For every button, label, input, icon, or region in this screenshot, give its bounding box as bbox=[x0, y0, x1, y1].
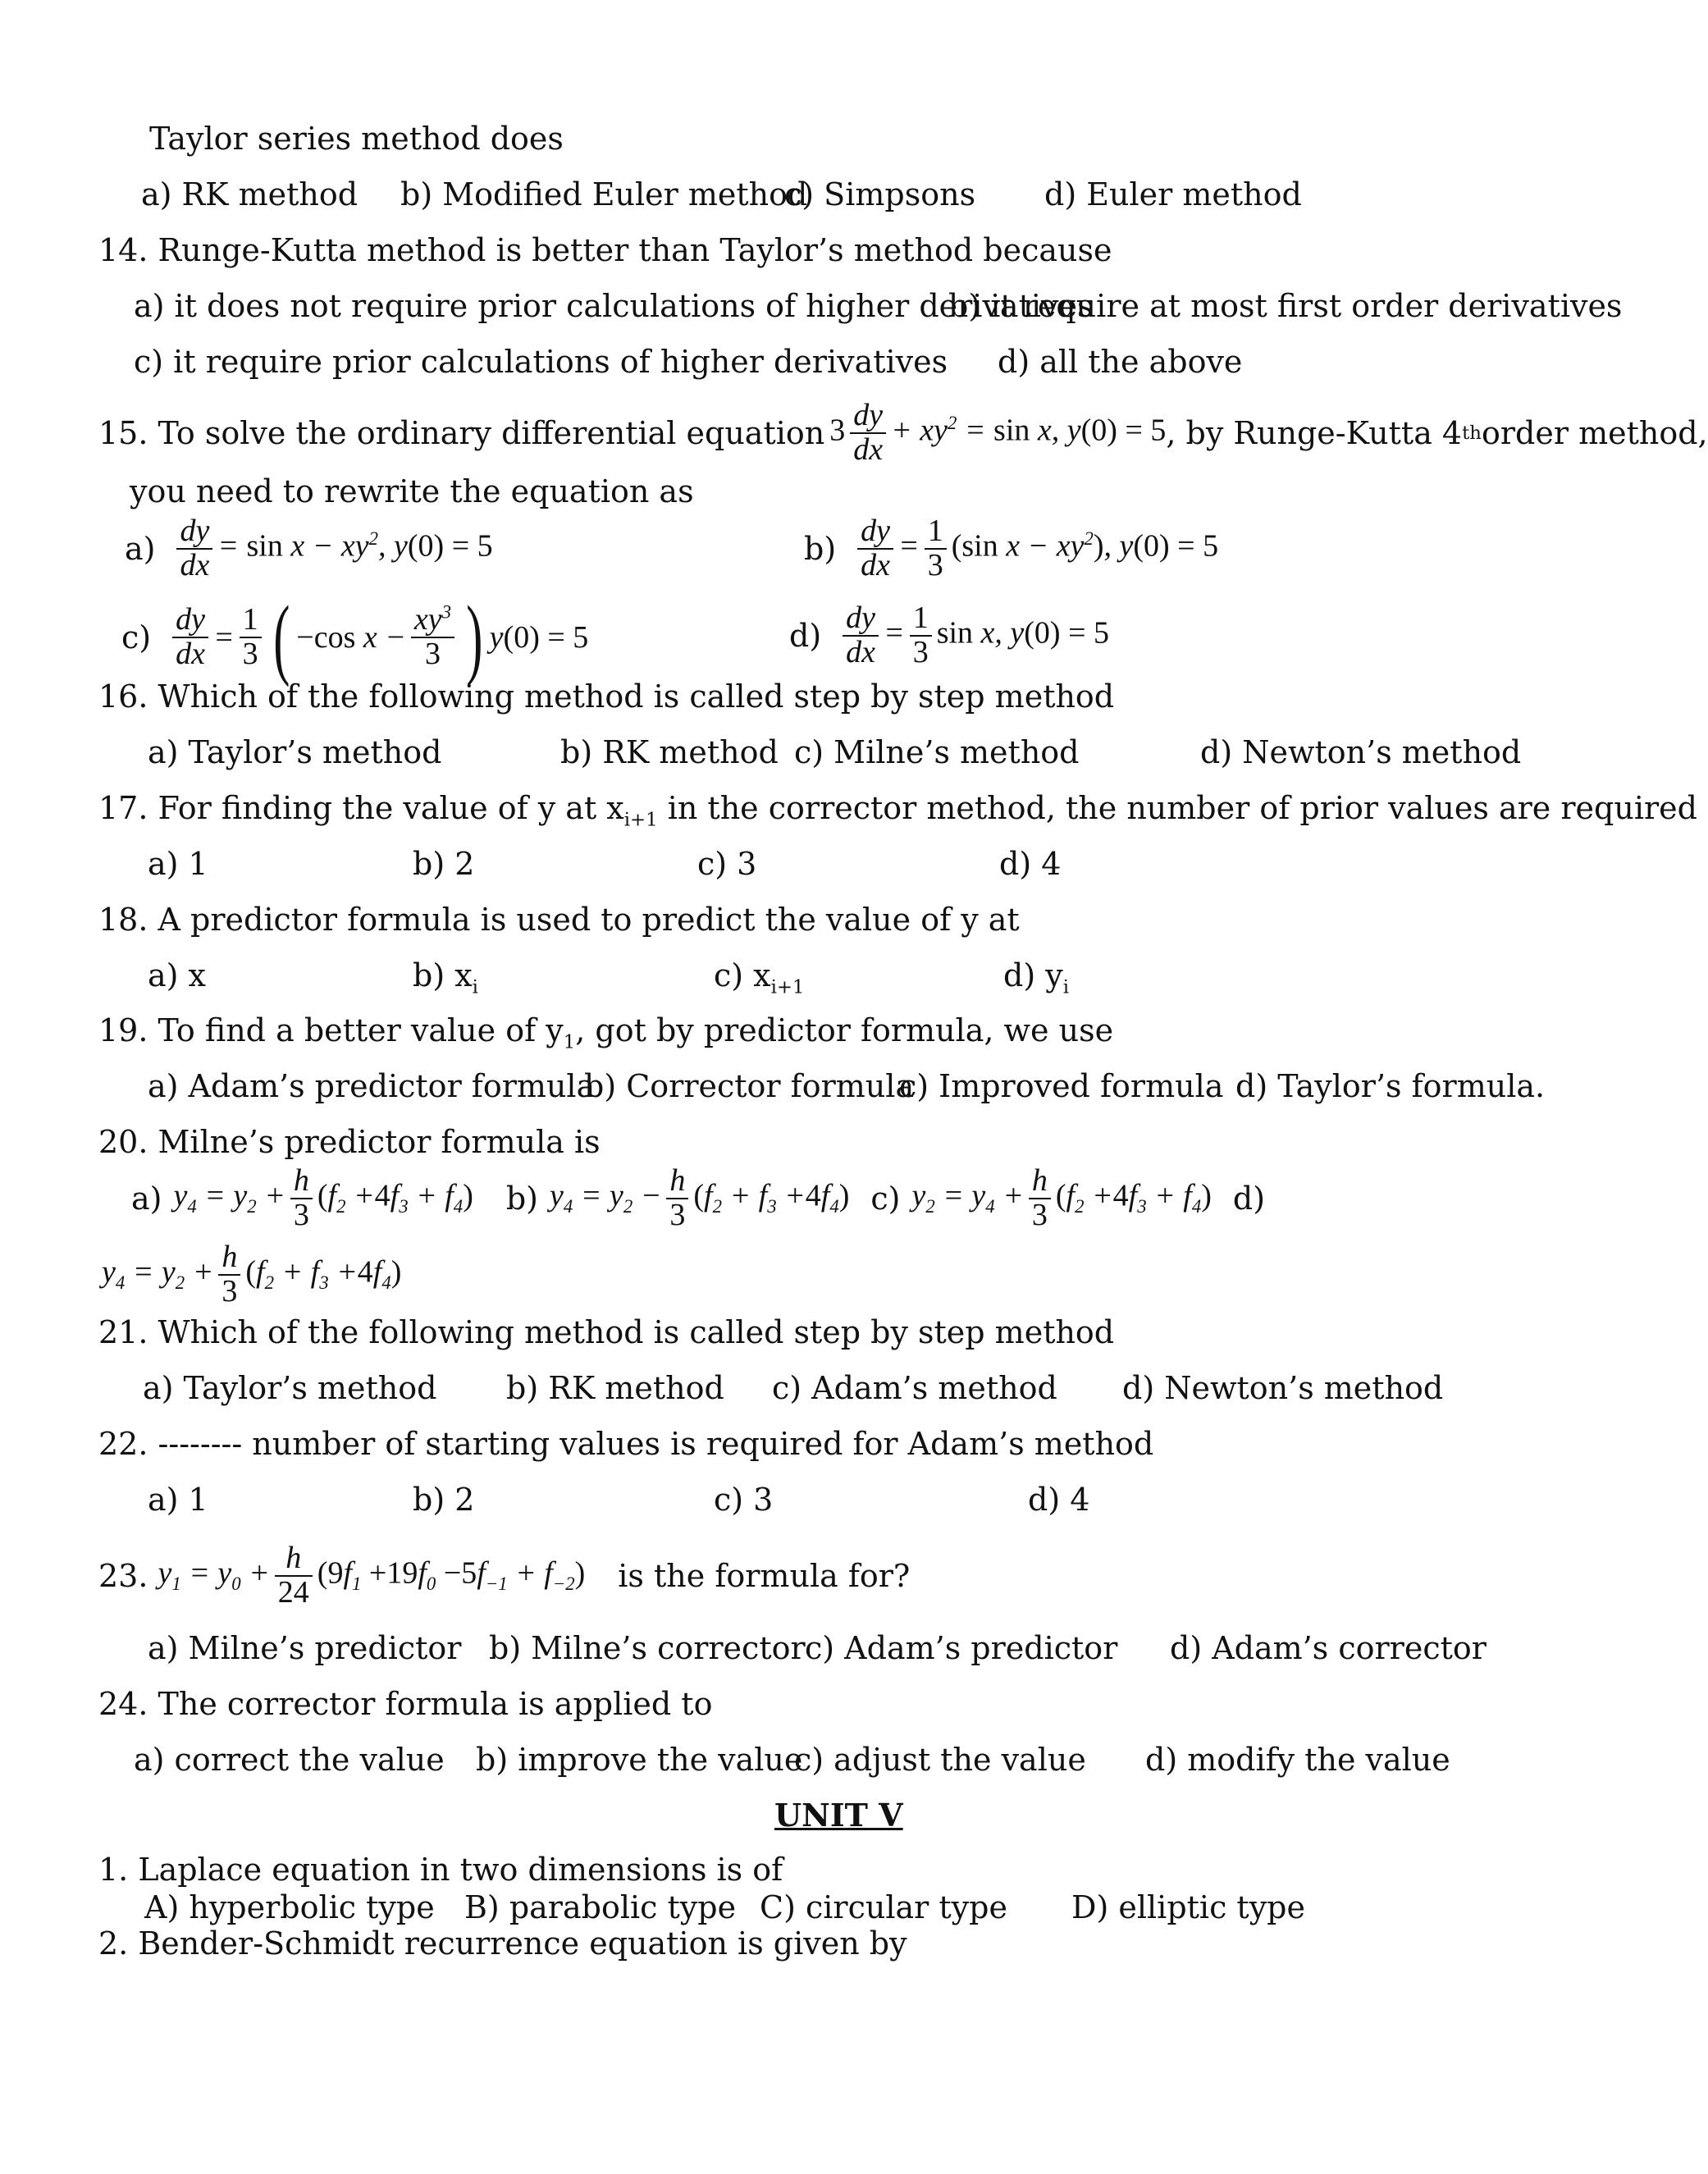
q18-option-d-text: d) y bbox=[1003, 957, 1063, 993]
q19-option-d: d) Taylor’s formula. bbox=[1235, 1068, 1546, 1104]
unit-q1-option-d: D) elliptic type bbox=[1071, 1889, 1305, 1925]
q17-stem-a: 17. For finding the value of y at x bbox=[98, 790, 624, 826]
q18-option-b-sub: i bbox=[472, 976, 478, 998]
q14-option-b: b) it require at most first order derivatives bbox=[948, 288, 1623, 324]
q21-option-a: a) Taylor’s method bbox=[143, 1370, 437, 1406]
q24-option-b: b) improve the value bbox=[476, 1742, 803, 1778]
q13-option-b: b) Modified Euler method bbox=[400, 176, 808, 212]
unit-q1-option-b: B) parabolic type bbox=[464, 1889, 737, 1925]
q22-option-c: c) 3 bbox=[714, 1482, 774, 1518]
q23-stem-end: is the formula for? bbox=[618, 1557, 911, 1594]
q17-stem bbox=[98, 790, 1697, 831]
q19-option-c: c) Improved formula bbox=[899, 1068, 1224, 1104]
q24-option-a: a) correct the value bbox=[134, 1742, 445, 1778]
q16-stem: 16. Which of the following method is called step by step method bbox=[98, 678, 1115, 715]
q18-option-c-sub: i+1 bbox=[770, 976, 805, 998]
q19-option-b: b) Corrector formula bbox=[584, 1068, 915, 1104]
q22-option-a: a) 1 bbox=[148, 1482, 208, 1518]
q23-option-b: b) Milne’s corrector bbox=[489, 1630, 806, 1666]
q17-stem-b: in the corrector method, the number of prior values are required bbox=[657, 790, 1697, 826]
q17-option-a: a) 1 bbox=[148, 846, 208, 882]
q18-stem: 18. A predictor formula is used to predict the value of y at bbox=[98, 902, 1020, 938]
q23-option-c: c) Adam’s predictor bbox=[805, 1630, 1118, 1666]
q24-stem: 24. The corrector formula is applied to bbox=[98, 1686, 713, 1722]
q14-option-c: c) it require prior calculations of higher derivatives bbox=[134, 344, 948, 380]
q16-option-b: b) RK method bbox=[560, 734, 779, 770]
q21-option-c: c) Adam’s method bbox=[772, 1370, 1057, 1406]
q17-option-b: b) 2 bbox=[413, 846, 475, 882]
q18-option-b bbox=[413, 957, 478, 998]
q23-number: 23. bbox=[98, 1557, 148, 1594]
q20-option-a-letter: a) bbox=[131, 1180, 162, 1217]
unit-q1-option-c: C) circular type bbox=[760, 1889, 1007, 1925]
q13-option-a: a) RK method bbox=[141, 176, 358, 212]
q18-option-d-sub: i bbox=[1062, 976, 1069, 998]
q21-option-d: d) Newton’s method bbox=[1122, 1370, 1444, 1406]
q20-option-d-letter: d) bbox=[1232, 1180, 1266, 1217]
q18-option-c-text: c) x bbox=[714, 957, 771, 993]
q20-options-row bbox=[131, 1165, 1265, 1232]
q24-option-d: d) modify the value bbox=[1145, 1742, 1450, 1778]
q17-option-c: c) 3 bbox=[697, 846, 757, 882]
q16-option-c: c) Milne’s method bbox=[794, 734, 1080, 770]
q20-option-a-formula: $y_4 = y_2$ + $\frac{h}{3}$ $(f_2 +4f_3 + f_4)$ bbox=[173, 1163, 473, 1232]
q21-stem: 21. Which of the following method is called step by step method bbox=[98, 1314, 1115, 1350]
q15-option-d bbox=[789, 602, 1109, 669]
q13-option-c: c) Simpsons bbox=[784, 176, 976, 212]
q15-option-b-letter: b) bbox=[804, 530, 837, 567]
q20-option-b-letter: b) bbox=[505, 1180, 539, 1217]
q17-stem-sub: i+1 bbox=[623, 809, 658, 831]
q15-option-d-formula: $\frac{dy}{dx}$ = $\frac{1}{3}$ sin x, y(0) = 5 bbox=[838, 602, 1109, 669]
q19-stem bbox=[98, 1012, 1114, 1053]
q23-option-d: d) Adam’s corrector bbox=[1170, 1630, 1487, 1666]
q15-option-a bbox=[125, 515, 493, 582]
q23-option-a: a) Milne’s predictor bbox=[148, 1630, 462, 1666]
q15-equation: 3 $\frac{dy}{dx}$ + $xy^2 = \sin x$, y(0) = 5 bbox=[829, 398, 1167, 467]
q21-option-b: b) RK method bbox=[506, 1370, 724, 1406]
q23-stem bbox=[98, 1542, 910, 1610]
q15-option-b-formula: $\frac{dy}{dx}$ = $\frac{1}{3}$ (sin $x - xy^2$), y(0) = 5 bbox=[852, 515, 1218, 582]
q18-option-a bbox=[148, 957, 206, 993]
q22-option-b: b) 2 bbox=[413, 1482, 475, 1518]
q20-option-b-formula: $y_4 = y_2$ − $\frac{h}{3}$ $(f_2 + f_3 +4f_4)$ bbox=[550, 1163, 850, 1232]
q14-option-a: a) it does not require prior calculations of higher derivatives bbox=[134, 288, 1094, 324]
unit-title: UNIT V bbox=[774, 1797, 903, 1834]
q15-stem-line2: you need to rewrite the equation as bbox=[130, 473, 694, 509]
q15-stem: 15. To solve the ordinary differential equation 3 $\frac{dy}{dx}$ + $xy^2 = \sin x$, y(0) = 5 , by Runge-Kutta 4 th order method, bbox=[98, 398, 1708, 467]
q15-option-a-letter: a) bbox=[125, 530, 156, 567]
q18-option-c bbox=[714, 957, 805, 998]
q20-option-d bbox=[102, 1241, 401, 1309]
q15-option-a-formula: $\frac{dy}{dx}$ = $\sin x - xy^2$, y(0) = 5 bbox=[171, 515, 492, 582]
q15-stem-suffix: , by Runge-Kutta 4 bbox=[1166, 414, 1463, 451]
q16-option-a: a) Taylor’s method bbox=[148, 734, 442, 770]
q15-option-d-letter: d) bbox=[789, 617, 822, 654]
q19-stem-b: , got by predictor formula, we use bbox=[575, 1012, 1114, 1048]
q24-option-c: c) adjust the value bbox=[794, 1742, 1086, 1778]
q19-stem-sub: 1 bbox=[563, 1031, 576, 1053]
q18-option-b-text: b) x bbox=[413, 957, 473, 993]
q15-option-c bbox=[121, 587, 589, 687]
q14-option-d: d) all the above bbox=[998, 344, 1243, 380]
q18-option-d bbox=[1003, 957, 1069, 998]
q15-option-c-formula: $\frac{dy}{dx}$ = $\frac{1}{3}$ ( −cos x − $\frac{xy^3}{3}$ ) y (0) = 5 bbox=[167, 592, 588, 683]
q19-stem-a: 19. To find a better value of y bbox=[98, 1012, 564, 1048]
q14-stem: 14. Runge-Kutta method is better than Taylor’s method because bbox=[98, 232, 1112, 268]
q18-option-a-text: a) x bbox=[148, 957, 206, 993]
q17-option-d: d) 4 bbox=[999, 846, 1062, 882]
q15-option-c-letter: c) bbox=[121, 619, 152, 655]
q15-option-b bbox=[804, 515, 1218, 582]
q16-option-d: d) Newton’s method bbox=[1200, 734, 1522, 770]
q15-stem-prefix: 15. To solve the ordinary differential equation bbox=[98, 414, 825, 451]
q19-option-a: a) Adam’s predictor formula bbox=[148, 1068, 596, 1104]
q22-option-d: d) 4 bbox=[1028, 1482, 1090, 1518]
unit-q1-option-a: A) hyperbolic type bbox=[144, 1889, 435, 1925]
q13-option-d: d) Euler method bbox=[1044, 176, 1302, 212]
unit-q2-stem: 2. Bender-Schmidt recurrence equation is given by bbox=[98, 1925, 907, 1962]
unit-q1-stem: 1. Laplace equation in two dimensions is of bbox=[98, 1852, 783, 1888]
q15-stem-end: order method, bbox=[1481, 414, 1708, 451]
q20-option-c-formula: $y_2 = y_4$ + $\frac{h}{3}$ $(f_2 +4f_3 + f_4)$ bbox=[911, 1163, 1212, 1232]
q23-formula: $y_1 = y_0$ + $\frac{h}{24}$ $(9f_1 +19f_0 -5f_{-1} + f_{-2})$ bbox=[158, 1541, 586, 1610]
q13-stem-tail: Taylor series method does bbox=[149, 121, 564, 157]
q20-option-d-formula: $y_4 = y_2$ + $\frac{h}{3}$ $(f_2 + f_3 +4f_4)$ bbox=[102, 1240, 402, 1309]
q20-option-c-letter: c) bbox=[870, 1180, 901, 1217]
q22-stem: 22. -------- number of starting values is required for Adam’s method bbox=[98, 1426, 1154, 1462]
q20-stem: 20. Milne’s predictor formula is bbox=[98, 1124, 601, 1160]
